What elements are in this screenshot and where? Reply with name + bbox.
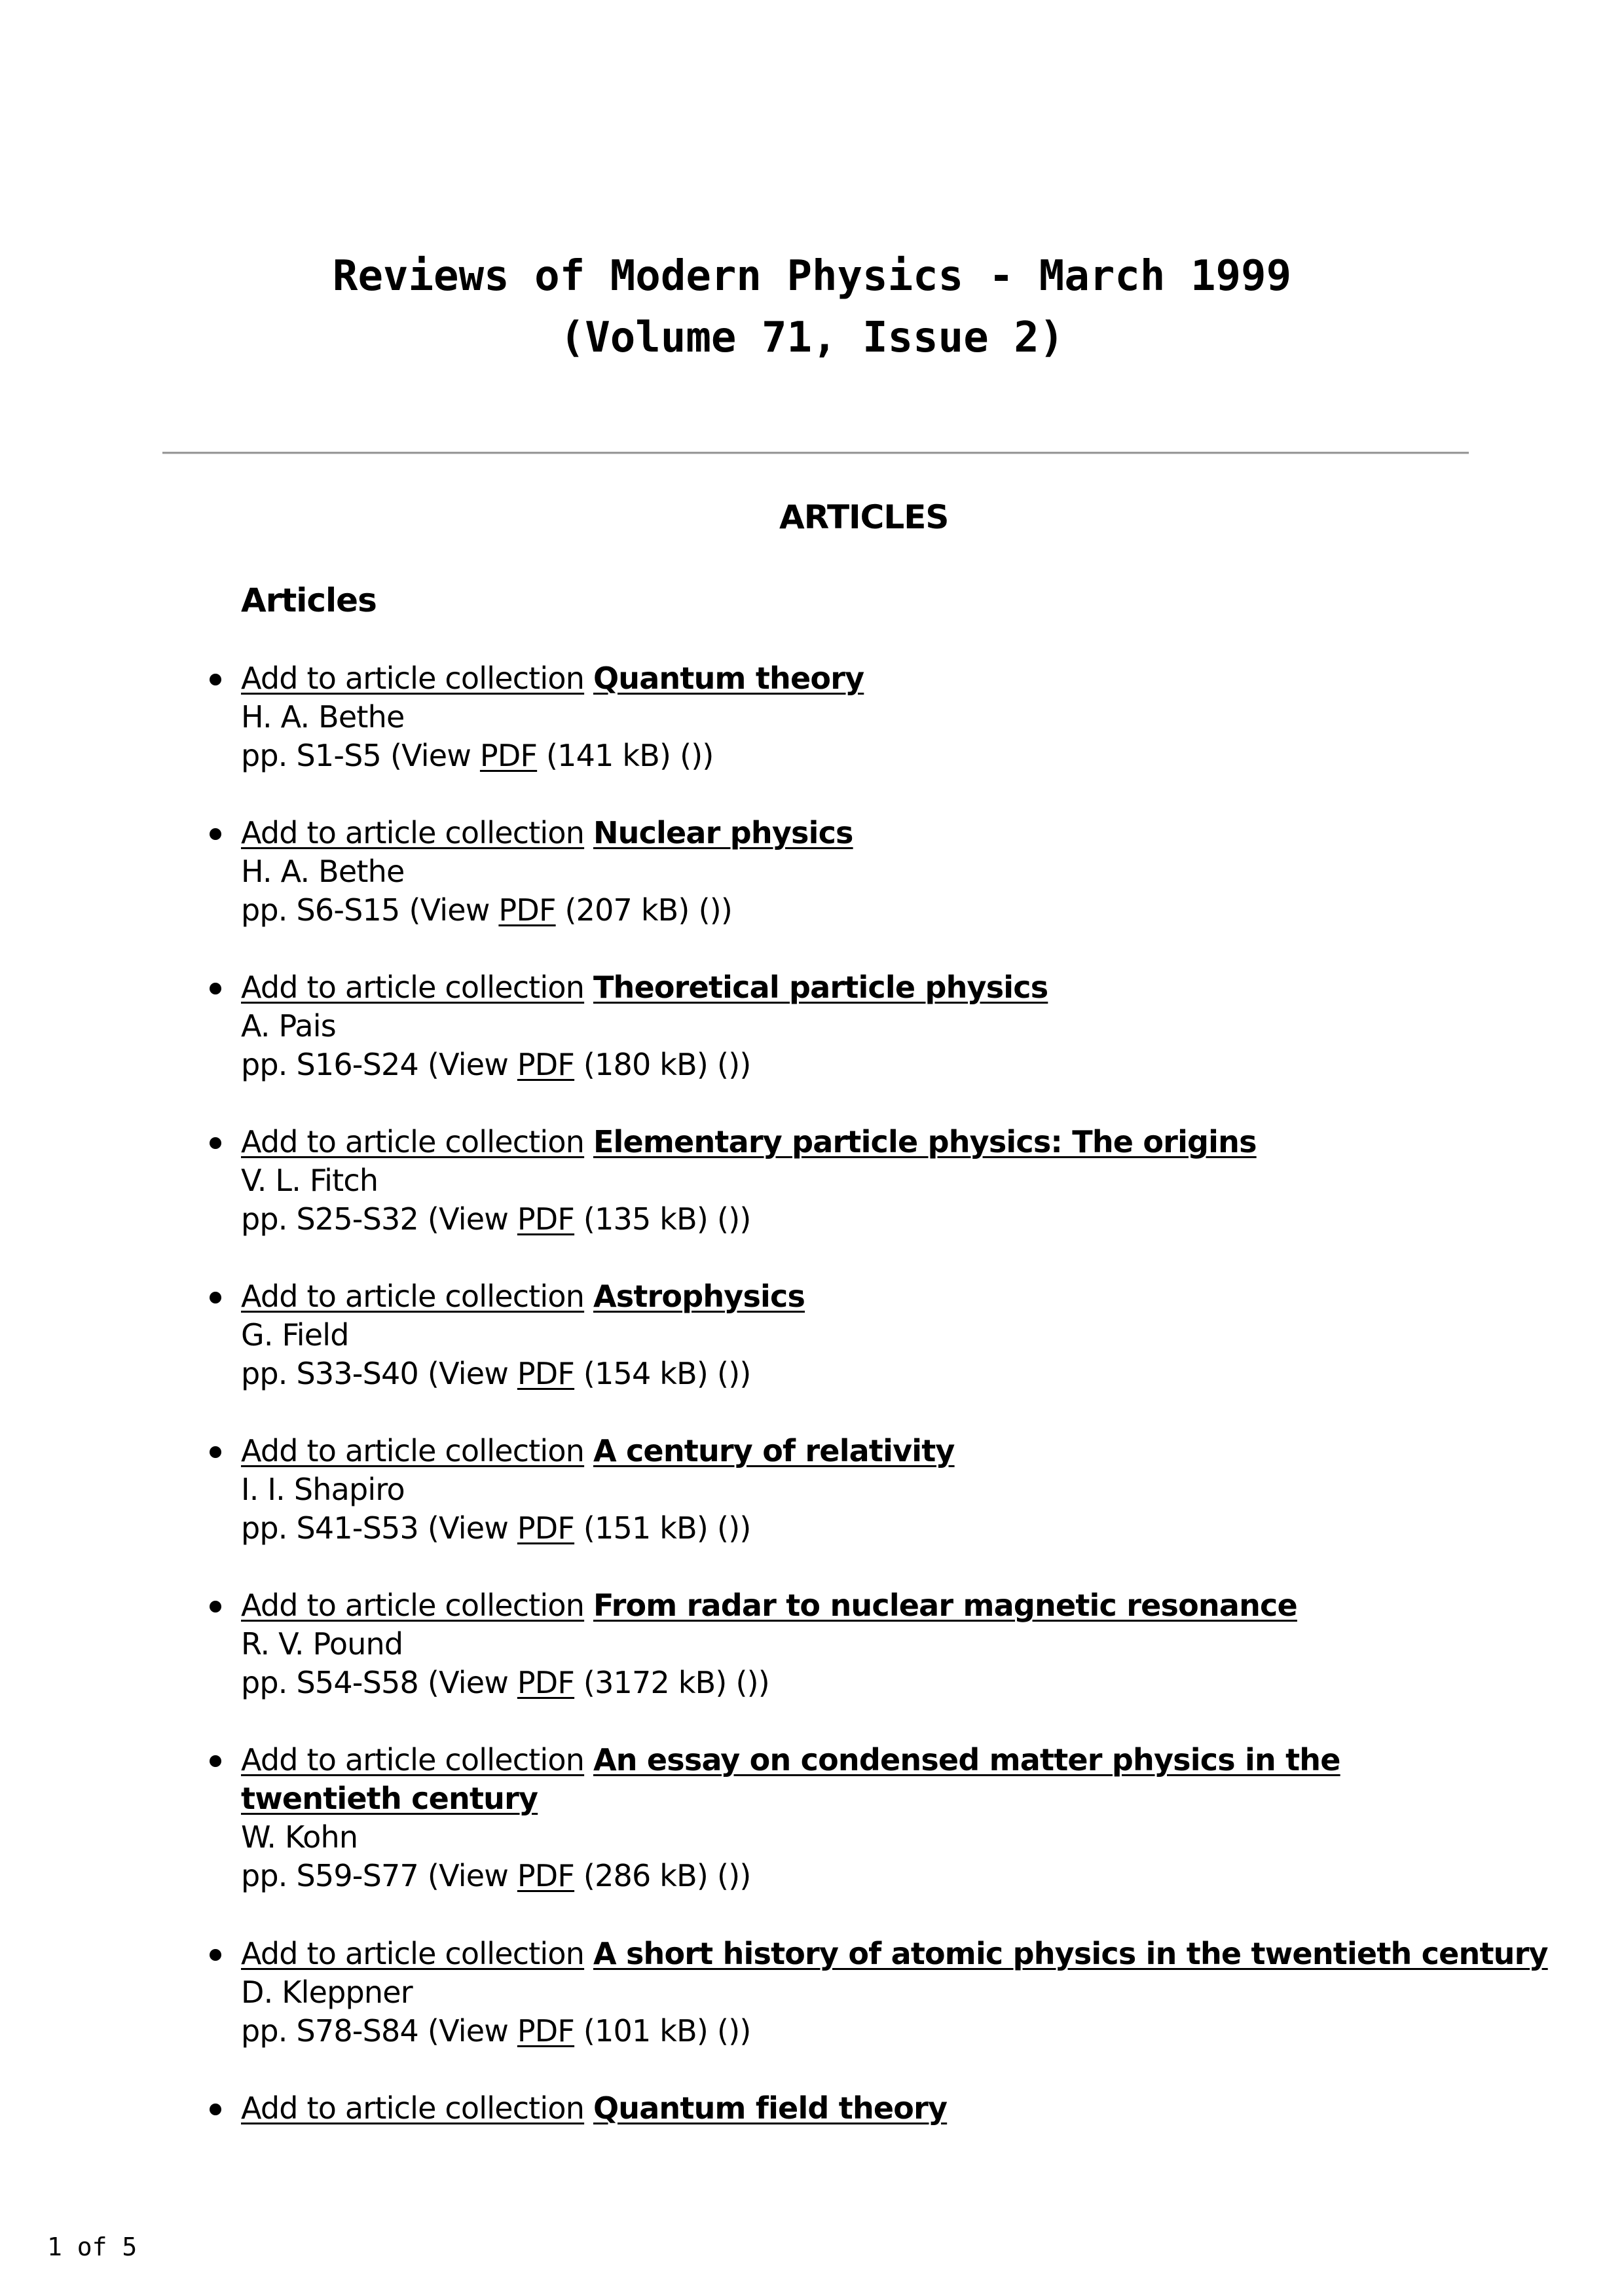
empty-brackets: () <box>717 1510 740 1546</box>
pdf-link[interactable]: PDF <box>479 738 538 773</box>
pp-prefix: pp. <box>241 892 287 928</box>
close-paren: ) <box>739 1201 751 1237</box>
article-pages-row <box>241 737 1472 775</box>
page-range: S25-S32 <box>296 1201 418 1237</box>
file-size: (154 kB) <box>583 1356 709 1391</box>
file-size: (286 kB) <box>583 1858 709 1893</box>
article-title-link[interactable]: An essay on condensed matter physics in the twentieth century <box>241 1742 1340 1816</box>
view-label: (View <box>427 1510 509 1546</box>
article-pages-row <box>241 1355 1472 1393</box>
view-label: (View <box>390 738 471 773</box>
pdf-link[interactable]: PDF <box>517 2013 575 2049</box>
pdf-link[interactable]: PDF <box>517 1047 575 1082</box>
close-paren: ) <box>739 1510 751 1546</box>
empty-brackets: () <box>698 892 721 928</box>
article-title-row <box>241 2089 1472 2128</box>
article-title-link[interactable]: A century of relativity <box>593 1433 955 1468</box>
article-pages-row <box>241 1046 1472 1084</box>
article-author: V. L. Fitch <box>241 1163 378 1198</box>
view-label: (View <box>427 2013 509 2049</box>
add-to-collection-link[interactable]: Add to article collection <box>241 661 585 696</box>
article-title-link[interactable]: Nuclear physics <box>593 815 853 850</box>
pp-prefix: pp. <box>241 1047 287 1082</box>
article-author: I. I. Shapiro <box>241 1472 405 1507</box>
article-author: G. Field <box>241 1317 349 1353</box>
page-range: S78-S84 <box>296 2013 418 2049</box>
article-item <box>241 814 1472 930</box>
article-author: R. V. Pound <box>241 1626 403 1662</box>
article-title-row <box>241 1432 1472 1470</box>
article-item <box>241 1277 1472 1393</box>
page-title-line-1: Reviews of Modern Physics - March 1999 <box>332 252 1292 301</box>
article-title-link[interactable]: Quantum theory <box>593 661 864 696</box>
bullet-icon <box>210 1137 221 1149</box>
empty-brackets: () <box>717 1201 740 1237</box>
pp-prefix: pp. <box>241 1665 287 1700</box>
page-range: S59-S77 <box>296 1858 418 1893</box>
add-to-collection-link[interactable]: Add to article collection <box>241 2090 585 2126</box>
article-pages-row <box>241 1200 1472 1239</box>
article-pages-row <box>241 891 1472 930</box>
close-paren: ) <box>739 1858 751 1893</box>
article-item <box>241 1741 1472 1895</box>
add-to-collection-link[interactable]: Add to article collection <box>241 1742 585 1777</box>
empty-brackets: () <box>717 1047 740 1082</box>
article-title-row <box>241 1586 1472 1625</box>
close-paren: ) <box>739 2013 751 2049</box>
article-author: D. Kleppner <box>241 1975 413 2010</box>
bullet-icon <box>210 1601 221 1613</box>
article-title-link[interactable]: Theoretical particle physics <box>593 970 1048 1005</box>
bullet-icon <box>210 674 221 685</box>
close-paren: ) <box>739 1356 751 1391</box>
page-title-line-2: (Volume 71, Issue 2) <box>559 314 1065 362</box>
file-size: (180 kB) <box>583 1047 709 1082</box>
view-label: (View <box>427 1858 509 1893</box>
page-range: S16-S24 <box>296 1047 418 1082</box>
page-indicator: 1 of 5 <box>47 2232 138 2261</box>
article-item <box>241 659 1472 775</box>
article-title-link[interactable]: Astrophysics <box>593 1279 805 1314</box>
article-item <box>241 1935 1548 2050</box>
pp-prefix: pp. <box>241 1201 287 1237</box>
article-title-row <box>241 814 1472 852</box>
article-item <box>241 2089 1472 2128</box>
article-title-row <box>241 1741 1472 1818</box>
page-range: S6-S15 <box>296 892 400 928</box>
article-item <box>241 968 1472 1084</box>
page-range: S1-S5 <box>296 738 381 773</box>
article-title-row <box>241 659 1472 698</box>
add-to-collection-link[interactable]: Add to article collection <box>241 1124 585 1159</box>
view-label: (View <box>427 1356 509 1391</box>
pp-prefix: pp. <box>241 2013 287 2049</box>
pp-prefix: pp. <box>241 1356 287 1391</box>
page-range: S33-S40 <box>296 1356 418 1391</box>
bullet-icon <box>210 1949 221 1961</box>
article-title-link[interactable]: Quantum field theory <box>593 2090 948 2126</box>
add-to-collection-link[interactable]: Add to article collection <box>241 1279 585 1314</box>
article-pages-row <box>241 1857 1472 1895</box>
bullet-icon <box>210 1755 221 1767</box>
empty-brackets: () <box>717 1858 740 1893</box>
article-pages-row <box>241 2012 1472 2050</box>
view-label: (View <box>409 892 490 928</box>
pp-prefix: pp. <box>241 1858 287 1893</box>
add-to-collection-link[interactable]: Add to article collection <box>241 815 585 850</box>
article-title-row <box>241 1123 1472 1161</box>
add-to-collection-link[interactable]: Add to article collection <box>241 970 585 1005</box>
article-author: H. A. Bethe <box>241 699 405 735</box>
pp-prefix: pp. <box>241 1510 287 1546</box>
close-paren: ) <box>702 738 714 773</box>
horizontal-divider <box>162 452 1469 454</box>
empty-brackets: () <box>680 738 703 773</box>
bullet-icon <box>210 2104 221 2115</box>
file-size: (3172 kB) <box>583 1665 727 1700</box>
article-title-row <box>241 1277 1472 1316</box>
article-item <box>241 1586 1472 1702</box>
pdf-link[interactable]: PDF <box>517 1665 575 1700</box>
article-title-row <box>241 1935 1548 1973</box>
pdf-link[interactable]: PDF <box>517 1858 575 1893</box>
close-paren: ) <box>758 1665 769 1700</box>
article-item <box>241 1123 1472 1239</box>
bullet-icon <box>210 1446 221 1458</box>
file-size: (151 kB) <box>583 1510 709 1546</box>
view-label: (View <box>427 1201 509 1237</box>
empty-brackets: () <box>717 2013 740 2049</box>
file-size: (141 kB) <box>545 738 671 773</box>
article-author: A. Pais <box>241 1008 336 1044</box>
page-range: S41-S53 <box>296 1510 418 1546</box>
pdf-link[interactable]: PDF <box>517 1356 575 1391</box>
article-title-row <box>241 968 1472 1007</box>
file-size: (135 kB) <box>583 1201 709 1237</box>
article-title-link[interactable]: A short history of atomic physics in the twentieth century <box>593 1936 1548 1971</box>
page-range: S54-S58 <box>296 1665 418 1700</box>
pdf-link[interactable]: PDF <box>517 1201 575 1237</box>
view-label: (View <box>427 1665 509 1700</box>
article-title-link[interactable]: Elementary particle physics: The origins <box>593 1124 1257 1159</box>
bullet-icon <box>210 1292 221 1303</box>
article-author: H. A. Bethe <box>241 854 405 889</box>
close-paren: ) <box>720 892 733 928</box>
bullet-icon <box>210 983 221 994</box>
add-to-collection-link[interactable]: Add to article collection <box>241 1936 585 1971</box>
file-size: (101 kB) <box>583 2013 709 2049</box>
empty-brackets: () <box>717 1356 740 1391</box>
article-title-link[interactable]: From radar to nuclear magnetic resonance <box>593 1588 1297 1623</box>
view-label: (View <box>427 1047 509 1082</box>
article-pages-row <box>241 1664 1472 1702</box>
pdf-link[interactable]: PDF <box>517 1510 575 1546</box>
page-title <box>0 246 1624 369</box>
sub-heading: Articles <box>241 581 377 619</box>
article-pages-row <box>241 1509 1472 1548</box>
file-size: (207 kB) <box>564 892 690 928</box>
add-to-collection-link[interactable]: Add to article collection <box>241 1433 585 1468</box>
section-heading: ARTICLES <box>779 498 949 536</box>
add-to-collection-link[interactable]: Add to article collection <box>241 1588 585 1623</box>
close-paren: ) <box>739 1047 751 1082</box>
pdf-link[interactable]: PDF <box>498 892 556 928</box>
bullet-icon <box>210 828 221 840</box>
empty-brackets: () <box>735 1665 758 1700</box>
article-item <box>241 1432 1472 1548</box>
article-author: W. Kohn <box>241 1819 358 1855</box>
pp-prefix: pp. <box>241 738 287 773</box>
